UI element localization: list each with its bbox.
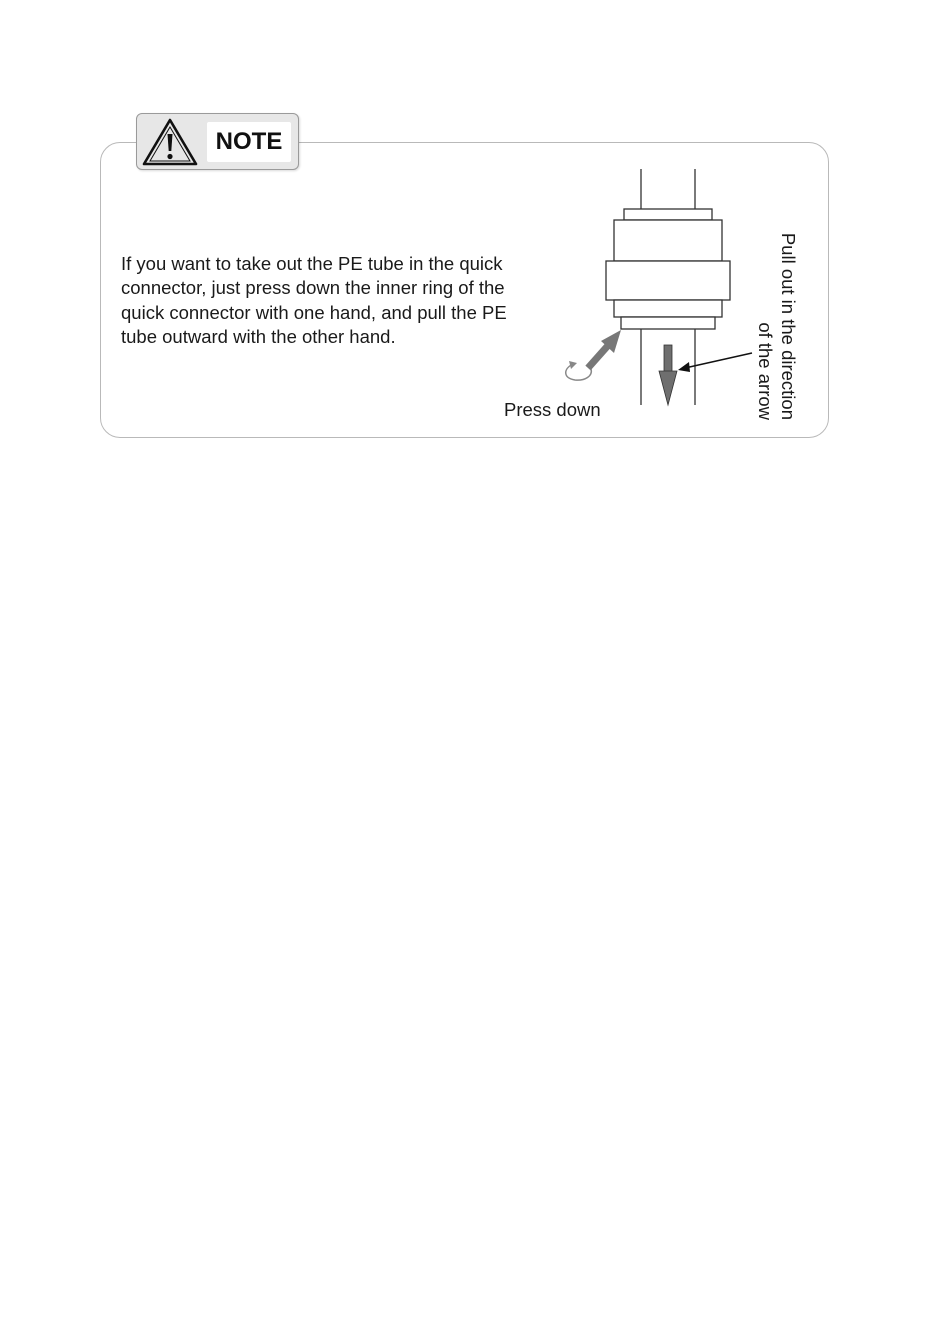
note-text	[121, 252, 571, 349]
note-text-line: tube outward with the other hand.	[121, 325, 396, 347]
pull-out-label-line: Pull out in the direction	[778, 232, 799, 420]
note-text-line: quick connector with one hand, and pull the PE	[121, 301, 507, 323]
connector-body	[606, 209, 730, 329]
pull-out-arrow-icon	[659, 345, 677, 405]
upper-tube	[641, 169, 695, 209]
note-text-line: If you want to take out the PE tube in the quick	[121, 253, 503, 274]
pull-out-label-line: of the arrow	[755, 322, 776, 420]
press-down-arrow-icon	[588, 330, 621, 368]
pointer-arrow	[678, 353, 752, 372]
note-tab	[136, 113, 299, 170]
pull-out-label	[752, 205, 802, 420]
note-text-line: connector, just press down the inner ring of the	[121, 277, 505, 299]
warning-triangle-icon	[141, 117, 199, 167]
press-down-label: Press down	[504, 399, 601, 420]
note-title: NOTE	[207, 122, 291, 162]
